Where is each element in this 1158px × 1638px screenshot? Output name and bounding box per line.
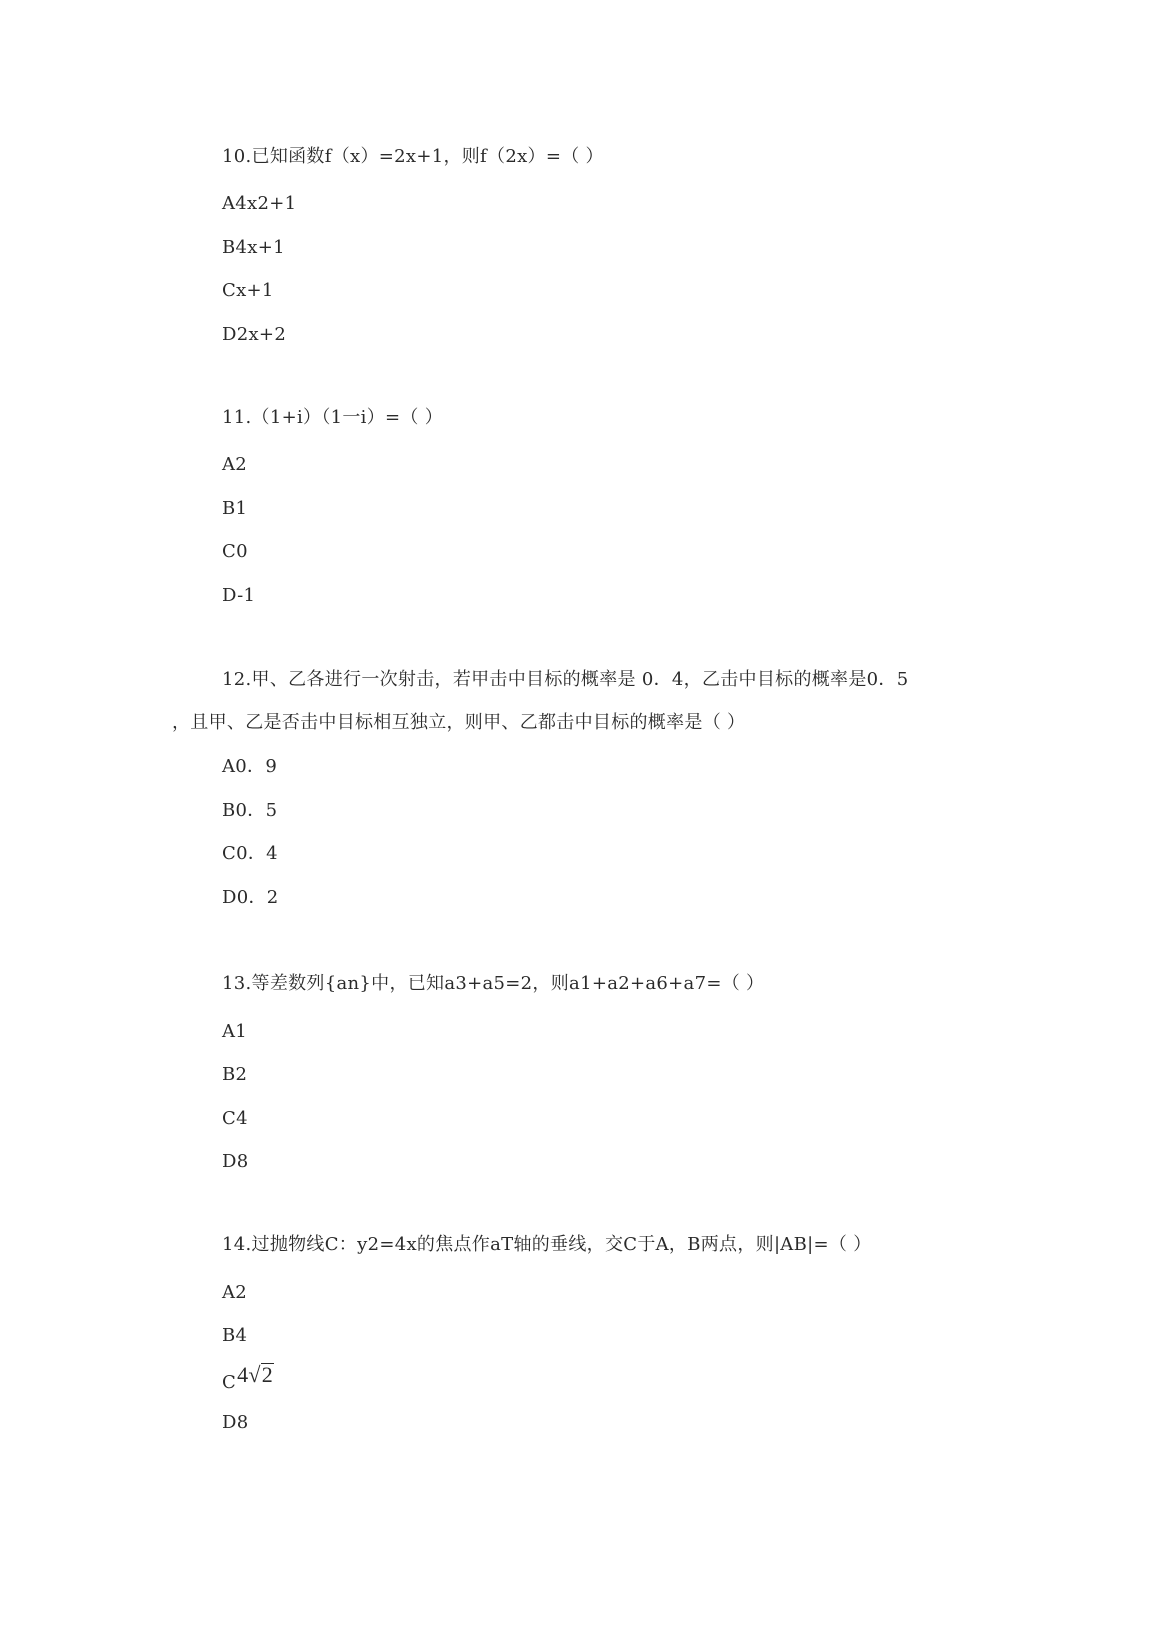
option-d: D-1 — [222, 585, 256, 606]
option-a: A0．9 — [222, 756, 278, 777]
option-d: D8 — [222, 1151, 249, 1172]
option-a: A1 — [222, 1021, 248, 1042]
option-b: B1 — [222, 498, 248, 519]
option-c-label: C — [222, 1372, 237, 1393]
option-c: Cx+1 — [222, 280, 274, 301]
option-a: A4x2+1 — [222, 193, 297, 214]
option-b: B0．5 — [222, 800, 278, 821]
question-stem-continuation: ，且甲、乙是否击中目标相互独立，则甲、乙都击中目标的概率是（ ） — [172, 712, 746, 733]
sqrt-radicand: 2 — [261, 1362, 274, 1387]
option-d: D2x+2 — [222, 324, 287, 345]
question-stem: 10.已知函数f（x）=2x+1，则f（2x）=（ ） — [222, 146, 604, 167]
option-d: D0．2 — [222, 887, 279, 908]
option-b: B2 — [222, 1064, 248, 1085]
option-c: C0 — [222, 541, 248, 562]
sqrt-sign-icon: √ — [248, 1362, 261, 1387]
option-c: C0．4 — [222, 843, 278, 864]
sqrt-coefficient: 4 — [237, 1362, 249, 1387]
question-stem: 13.等差数列{an}中，已知a3+a5=2，则a1+a2+a6+a7=（ ） — [222, 973, 765, 994]
option-d: D8 — [222, 1412, 249, 1433]
option-c: C4 — [222, 1108, 248, 1129]
option-b: B4x+1 — [222, 237, 285, 258]
question-stem: 11.（1+i）（1一i）=（ ） — [222, 407, 444, 428]
option-b: B4 — [222, 1325, 248, 1346]
option-c — [222, 1362, 274, 1395]
question-stem: 12.甲、乙各进行一次射击，若甲击中目标的概率是 0．4，乙击中目标的概率是0．5 — [222, 669, 909, 690]
option-a: A2 — [222, 454, 248, 475]
option-a: A2 — [222, 1282, 248, 1303]
sqrt-expression — [237, 1363, 274, 1387]
question-stem: 14.过抛物线C：y2=4x的焦点作aT轴的垂线，交C于A，B两点，则|AB|=（ ） — [222, 1234, 872, 1255]
